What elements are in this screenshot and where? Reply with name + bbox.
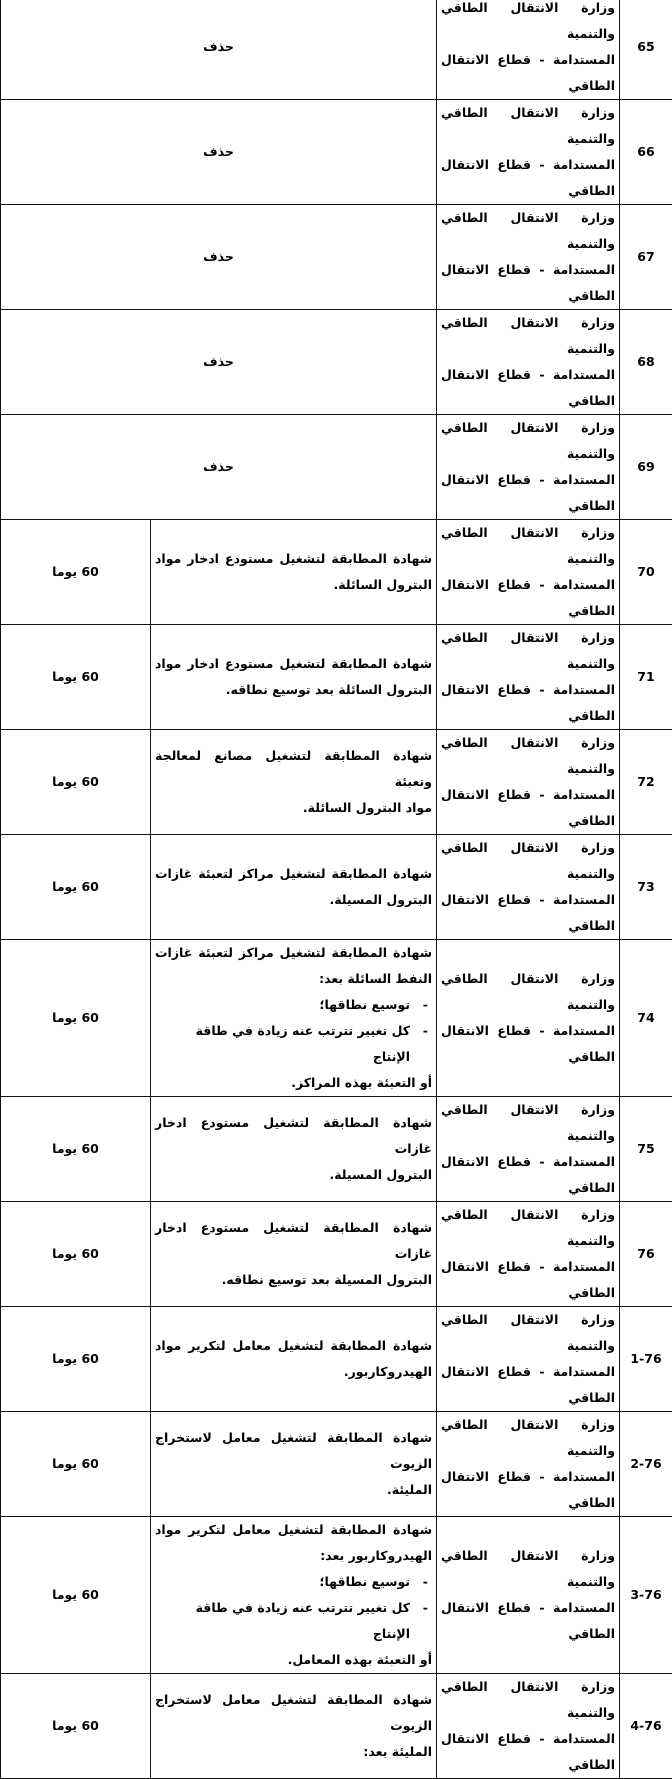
ministry-name-line2: المستدامة - قطاع الانتقال الطاقي xyxy=(441,1595,615,1647)
certificate-bullet-item: - توسيع نطاقها؛ xyxy=(155,1569,432,1595)
processing-duration: 60 يوما xyxy=(1,1307,151,1412)
table-row xyxy=(1,1307,672,1412)
ministry-name-line2: المستدامة - قطاع الانتقال الطاقي xyxy=(441,467,615,519)
ministry-name-line2: المستدامة - قطاع الانتقال الطاقي xyxy=(441,1726,615,1778)
certificate-line: شهادة المطابقة لتشغيل معامل لاستخراج الزيوت xyxy=(155,1425,432,1477)
certificate-bullet-item: - توسيع نطاقها؛ xyxy=(155,992,432,1018)
certificate-bullet-item: - كل تغيير تترتب عنه زيادة في طاقة الإنتاج xyxy=(155,1595,432,1647)
certificate-description xyxy=(151,1097,437,1202)
ministry-name-line2: المستدامة - قطاع الانتقال الطاقي xyxy=(441,1018,615,1070)
certificate-description xyxy=(151,625,437,730)
table-row xyxy=(1,1412,672,1517)
row-number: 68 xyxy=(620,310,672,415)
ministry-cell xyxy=(437,100,620,205)
row-number: 76 xyxy=(620,1202,672,1307)
row-number: 66 xyxy=(620,100,672,205)
certificate-line: المليئة. xyxy=(155,1477,432,1503)
certificate-line: البترول المسيلة بعد توسيع نطاقه. xyxy=(155,1267,432,1293)
processing-duration: 60 يوما xyxy=(1,1517,151,1674)
row-number: 75 xyxy=(620,1097,672,1202)
certificate-line: شهادة المطابقة لتشغيل مستودع ادخار مواد xyxy=(155,546,432,572)
certificate-line: المليئة بعد: xyxy=(155,1739,432,1765)
ministry-cell xyxy=(437,1517,620,1674)
ministry-name-line1: وزارة الانتقال الطاقي والتنمية xyxy=(441,310,615,362)
ministry-name-line2: المستدامة - قطاع الانتقال الطاقي xyxy=(441,152,615,204)
table-row xyxy=(1,835,672,940)
table-row xyxy=(1,1097,672,1202)
ministry-name-line1: وزارة الانتقال الطاقي والتنمية xyxy=(441,1674,615,1726)
row-number: 72 xyxy=(620,730,672,835)
ministry-name-line1: وزارة الانتقال الطاقي والتنمية xyxy=(441,1412,615,1464)
table-row xyxy=(1,1202,672,1307)
deleted-note: حذف xyxy=(1,310,437,415)
table-row xyxy=(1,1517,672,1674)
certificate-line: مواد البترول السائلة. xyxy=(155,795,432,821)
procedures-table-body xyxy=(1,0,672,1779)
certificate-line: شهادة المطابقة لتشغيل معامل لاستخراج الزيوت xyxy=(155,1687,432,1739)
table-row xyxy=(1,940,672,1097)
row-number: 4-76 xyxy=(620,1674,672,1779)
certificate-description xyxy=(151,835,437,940)
table-row xyxy=(1,415,672,520)
ministry-name-line2: المستدامة - قطاع الانتقال الطاقي xyxy=(441,362,615,414)
processing-duration: 60 يوما xyxy=(1,1097,151,1202)
certificate-line: النفط السائلة بعد: xyxy=(155,966,432,992)
row-number: 73 xyxy=(620,835,672,940)
deleted-note: حذف xyxy=(1,0,437,100)
table-row xyxy=(1,625,672,730)
ministry-cell xyxy=(437,310,620,415)
certificate-line: أو التعبئة بهذه المعامل. xyxy=(155,1647,432,1673)
certificate-line: البترول المسيلة. xyxy=(155,1162,432,1188)
ministry-cell xyxy=(437,835,620,940)
row-number: 65 xyxy=(620,0,672,100)
certificate-line: أو التعبئة بهذه المراكز. xyxy=(155,1070,432,1096)
certificate-line: شهادة المطابقة لتشغيل مراكز لتعبئة غازات xyxy=(155,861,432,887)
ministry-cell xyxy=(437,1307,620,1412)
processing-duration: 60 يوما xyxy=(1,1202,151,1307)
table-row xyxy=(1,520,672,625)
ministry-name-line1: وزارة الانتقال الطاقي والتنمية xyxy=(441,1202,615,1254)
ministry-name-line2: المستدامة - قطاع الانتقال الطاقي xyxy=(441,572,615,624)
ministry-name-line2: المستدامة - قطاع الانتقال الطاقي xyxy=(441,1464,615,1516)
certificate-description xyxy=(151,1202,437,1307)
deleted-note: حذف xyxy=(1,205,437,310)
ministry-cell xyxy=(437,1097,620,1202)
ministry-cell xyxy=(437,1202,620,1307)
processing-duration: 60 يوما xyxy=(1,730,151,835)
row-number: 3-76 xyxy=(620,1517,672,1674)
ministry-name-line2: المستدامة - قطاع الانتقال الطاقي xyxy=(441,1254,615,1306)
ministry-cell xyxy=(437,625,620,730)
ministry-name-line1: وزارة الانتقال الطاقي والتنمية xyxy=(441,100,615,152)
certificate-line: شهادة المطابقة لتشغيل مراكز لتعبئة غازات xyxy=(155,940,432,966)
table-row xyxy=(1,310,672,415)
ministry-name-line1: وزارة الانتقال الطاقي والتنمية xyxy=(441,0,615,47)
ministry-name-line2: المستدامة - قطاع الانتقال الطاقي xyxy=(441,1149,615,1201)
certificate-description xyxy=(151,1517,437,1674)
table-row xyxy=(1,730,672,835)
certificate-line: شهادة المطابقة لتشغيل معامل لتكرير مواد xyxy=(155,1517,432,1543)
table-row xyxy=(1,100,672,205)
row-number: 70 xyxy=(620,520,672,625)
processing-duration: 60 يوما xyxy=(1,625,151,730)
table-row xyxy=(1,205,672,310)
certificate-line: شهادة المطابقة لتشغيل معامل لتكرير مواد xyxy=(155,1333,432,1359)
certificate-line: الهيدروكاربور. xyxy=(155,1359,432,1385)
ministry-name-line1: وزارة الانتقال الطاقي والتنمية xyxy=(441,205,615,257)
ministry-cell xyxy=(437,415,620,520)
row-number: 1-76 xyxy=(620,1307,672,1412)
ministry-name-line1: وزارة الانتقال الطاقي والتنمية xyxy=(441,1543,615,1595)
ministry-cell xyxy=(437,1412,620,1517)
row-number: 71 xyxy=(620,625,672,730)
ministry-name-line1: وزارة الانتقال الطاقي والتنمية xyxy=(441,415,615,467)
certificate-line: شهادة المطابقة لتشغيل مصانع لمعالجة وتعبئة xyxy=(155,743,432,795)
row-number: 67 xyxy=(620,205,672,310)
certificate-line: البترول السائلة بعد توسيع نطاقه. xyxy=(155,677,432,703)
ministry-name-line2: المستدامة - قطاع الانتقال الطاقي xyxy=(441,887,615,939)
deleted-note: حذف xyxy=(1,100,437,205)
ministry-name-line1: وزارة الانتقال الطاقي والتنمية xyxy=(441,1307,615,1359)
ministry-cell xyxy=(437,940,620,1097)
ministry-name-line2: المستدامة - قطاع الانتقال الطاقي xyxy=(441,257,615,309)
ministry-name-line1: وزارة الانتقال الطاقي والتنمية xyxy=(441,730,615,782)
certificate-line: البترول السائلة. xyxy=(155,572,432,598)
table-row xyxy=(1,1674,672,1779)
ministry-cell xyxy=(437,205,620,310)
certificate-description xyxy=(151,1307,437,1412)
ministry-name-line2: المستدامة - قطاع الانتقال الطاقي xyxy=(441,677,615,729)
processing-duration: 60 يوما xyxy=(1,1412,151,1517)
certificate-description xyxy=(151,520,437,625)
row-number: 74 xyxy=(620,940,672,1097)
certificate-line: شهادة المطابقة لتشغيل مستودع ادخار مواد xyxy=(155,651,432,677)
ministry-name-line2: المستدامة - قطاع الانتقال الطاقي xyxy=(441,47,615,99)
processing-duration: 60 يوما xyxy=(1,835,151,940)
certificate-line: شهادة المطابقة لتشغيل مستودع ادخار غازات xyxy=(155,1215,432,1267)
ministry-name-line1: وزارة الانتقال الطاقي والتنمية xyxy=(441,520,615,572)
row-number: 69 xyxy=(620,415,672,520)
ministry-name-line2: المستدامة - قطاع الانتقال الطاقي xyxy=(441,1359,615,1411)
certificate-line: البترول المسيلة. xyxy=(155,887,432,913)
certificate-line: الهيدروكاربور بعد: xyxy=(155,1543,432,1569)
ministry-name-line1: وزارة الانتقال الطاقي والتنمية xyxy=(441,966,615,1018)
processing-duration: 60 يوما xyxy=(1,520,151,625)
ministry-name-line1: وزارة الانتقال الطاقي والتنمية xyxy=(441,835,615,887)
certificate-description xyxy=(151,1674,437,1779)
row-number: 2-76 xyxy=(620,1412,672,1517)
ministry-name-line1: وزارة الانتقال الطاقي والتنمية xyxy=(441,625,615,677)
table-row xyxy=(1,0,672,100)
ministry-cell xyxy=(437,0,620,100)
certificate-description xyxy=(151,1412,437,1517)
ministry-cell xyxy=(437,520,620,625)
ministry-name-line1: وزارة الانتقال الطاقي والتنمية xyxy=(441,1097,615,1149)
ministry-cell xyxy=(437,730,620,835)
processing-duration: 60 يوما xyxy=(1,940,151,1097)
certificate-bullet-item: - كل تغيير تترتب عنه زيادة في طاقة الإنتاج xyxy=(155,1018,432,1070)
certificate-line: شهادة المطابقة لتشغيل مستودع ادخار غازات xyxy=(155,1110,432,1162)
certificate-description xyxy=(151,940,437,1097)
certificate-description xyxy=(151,730,437,835)
ministry-name-line2: المستدامة - قطاع الانتقال الطاقي xyxy=(441,782,615,834)
deleted-note: حذف xyxy=(1,415,437,520)
processing-duration: 60 يوما xyxy=(1,1674,151,1779)
ministry-cell xyxy=(437,1674,620,1779)
